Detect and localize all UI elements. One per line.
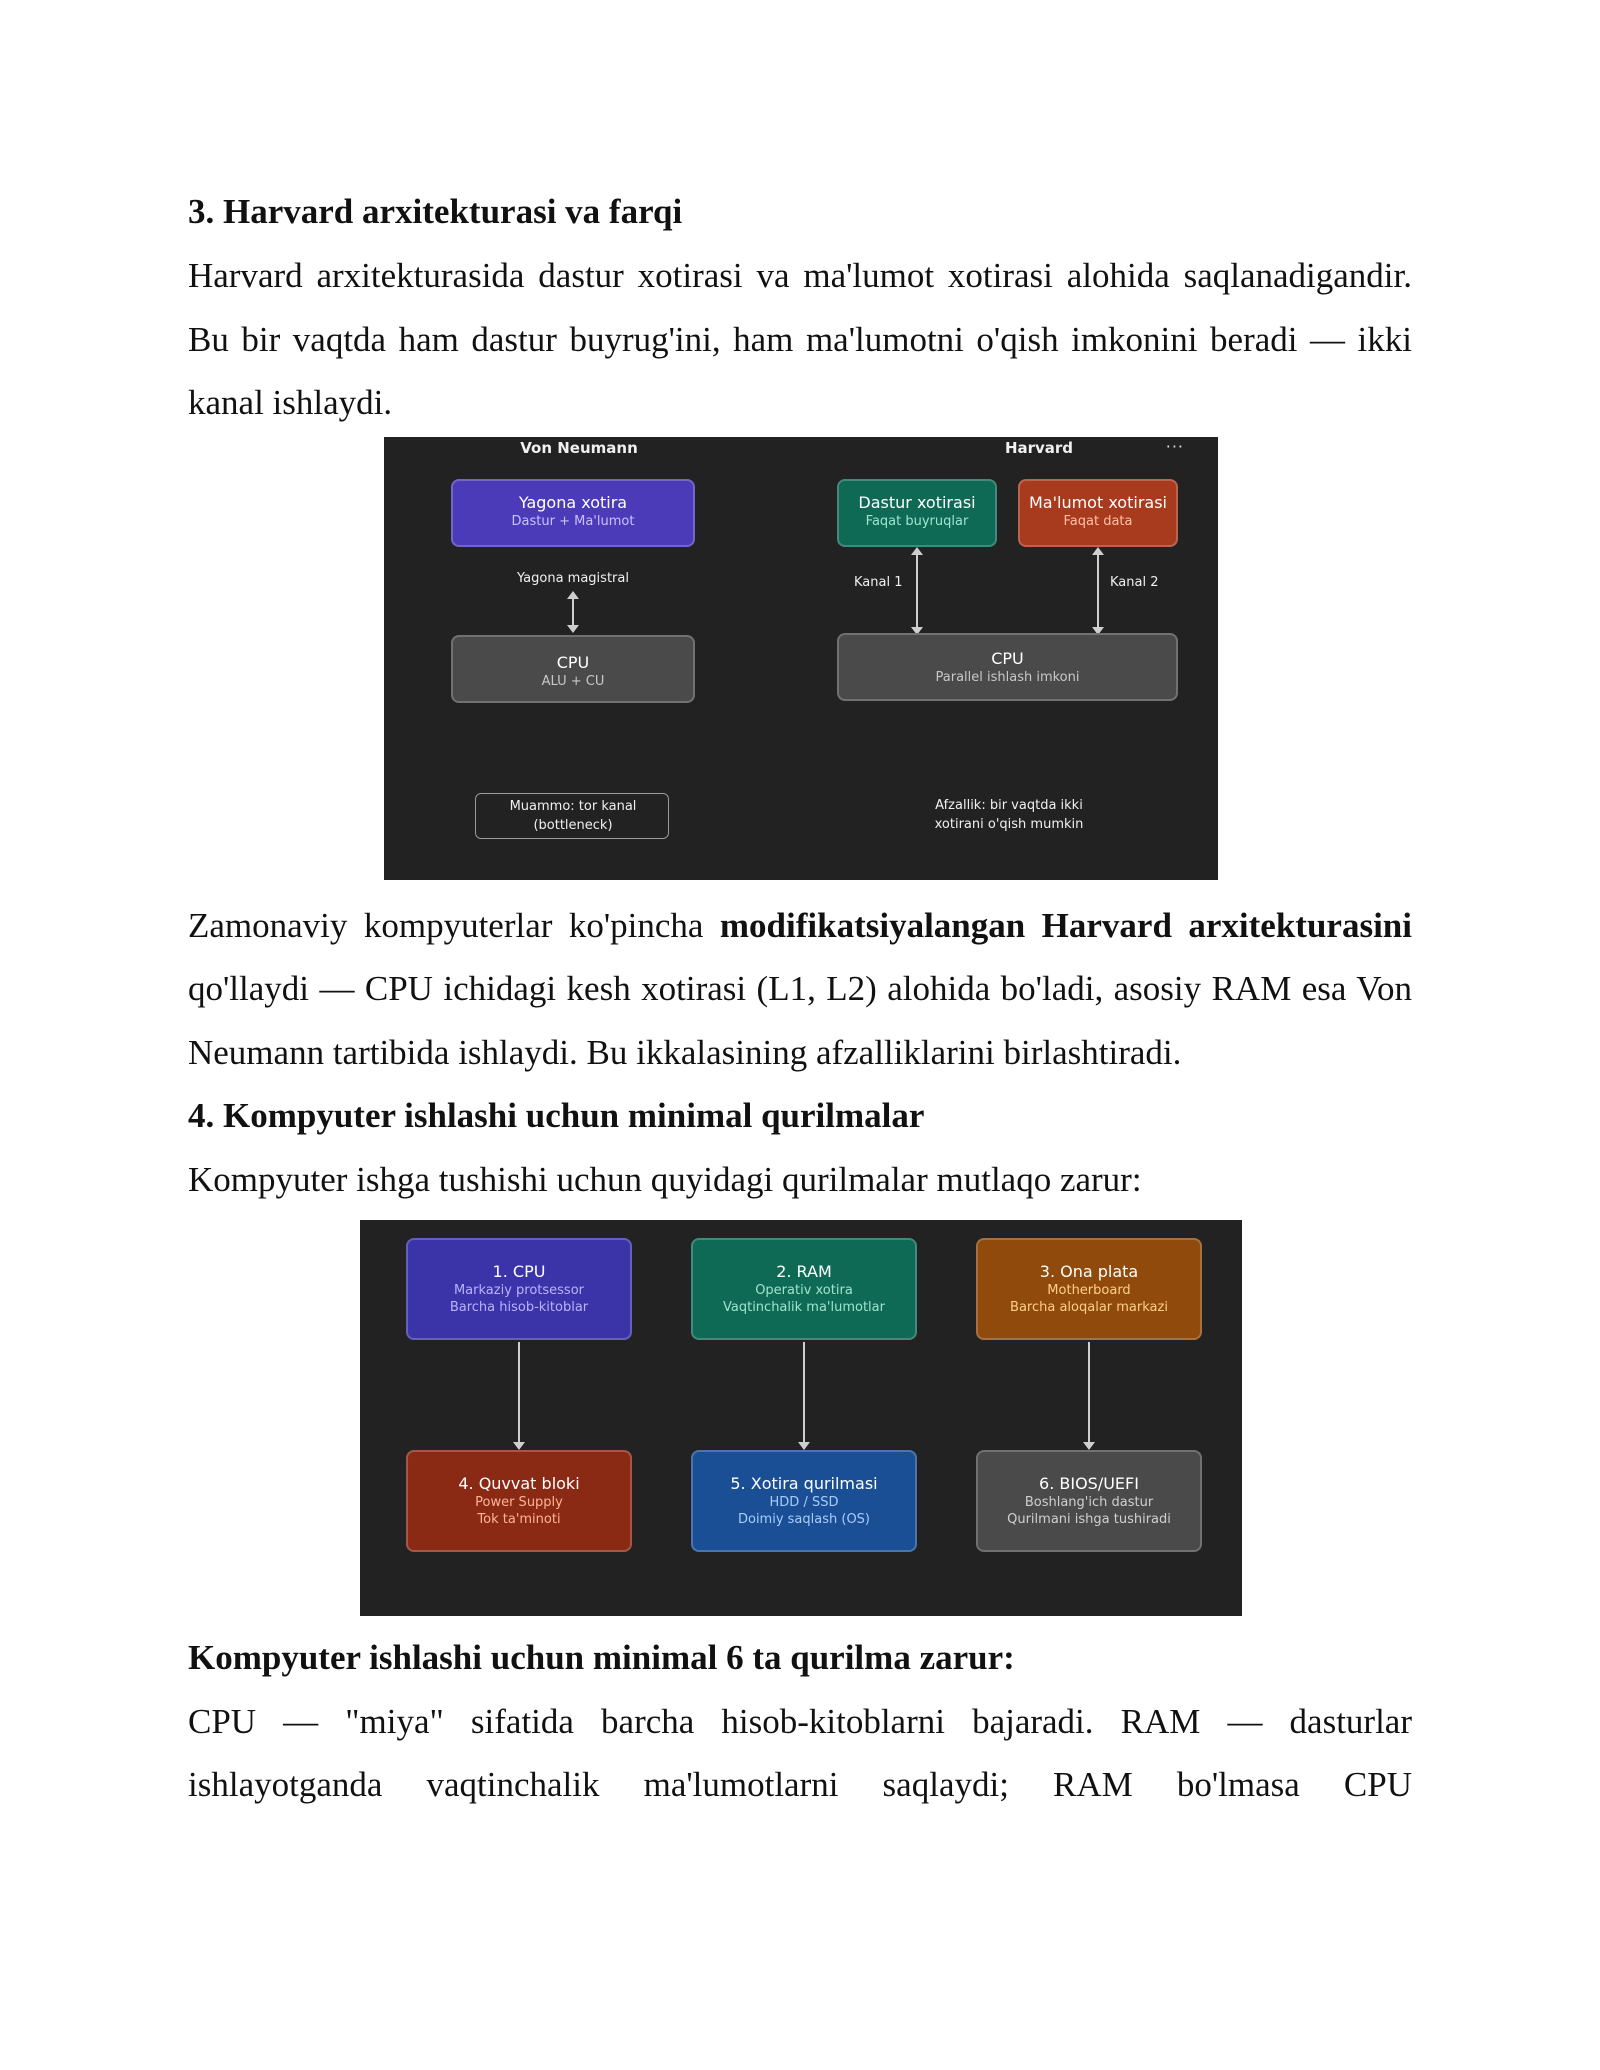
device-title-bios: 6. BIOS/UEFI bbox=[1039, 1473, 1139, 1493]
device-line1-storage: HDD / SSD bbox=[769, 1494, 839, 1510]
more-options-icon[interactable]: ··· bbox=[1165, 436, 1184, 456]
device-title-storage: 5. Xotira qurilmasi bbox=[730, 1473, 878, 1493]
program-memory-title: Dastur xotirasi bbox=[858, 492, 976, 512]
advantage-note-line1: Afzallik: bir vaqtda ikki bbox=[935, 797, 1083, 813]
unified-bus-label: Yagona magistral bbox=[517, 570, 629, 586]
data-memory-box bbox=[1018, 479, 1178, 547]
unified-memory-box bbox=[451, 479, 695, 547]
device-title-motherboard: 3. Ona plata bbox=[1039, 1261, 1139, 1281]
device-line2-ram: Vaqtinchalik ma'lumotlar bbox=[723, 1299, 885, 1315]
device-box-ram bbox=[691, 1238, 917, 1340]
modified-paragraph-bold: modifikatsiyalangan Harvard arxitekturasini bbox=[719, 905, 1412, 945]
device-box-motherboard bbox=[976, 1238, 1202, 1340]
architecture-comparison-diagram bbox=[384, 437, 1218, 880]
device-line2-power-supply: Tok ta'minoti bbox=[477, 1511, 561, 1527]
section-4-heading: 4. Kompyuter ishlashi uchun minimal qurilmalar bbox=[188, 1096, 925, 1135]
vn-cpu-box bbox=[451, 635, 695, 703]
section-3-paragraph: Harvard arxitekturasida dastur xotirasi va ma'lumot xotirasi alohida saqlanadigandir. Bu bir vaqtda ham dastur buyrug'ini, ham ma'lumotni o'qish imkonini beradi — ikki kanal ishlaydi. bbox=[188, 256, 1412, 422]
device-title-ram: 2. RAM bbox=[776, 1261, 832, 1281]
device-box-storage bbox=[691, 1450, 917, 1552]
channel-2-arrow bbox=[1097, 549, 1099, 633]
unified-memory-title: Yagona xotira bbox=[518, 492, 628, 512]
modified-paragraph-text-2: qo'llaydi — CPU ichidagi kesh xotirasi (L1, L2) alohida bo'ladi, asosiy RAM esa Von Neumann tartibida ishlaydi. Bu ikkalasining afzalliklarini birlashtiradi. bbox=[188, 969, 1412, 1072]
modified-paragraph-text-1: Zamonaviy kompyuterlar ko'pincha bbox=[188, 905, 720, 945]
device-line1-ram: Operativ xotira bbox=[755, 1282, 853, 1298]
modified-harvard-paragraph bbox=[188, 894, 1412, 1085]
bottleneck-note bbox=[475, 793, 669, 839]
program-memory-subtitle: Faqat buyruqlar bbox=[865, 513, 969, 529]
device-title-power-supply: 4. Quvvat bloki bbox=[458, 1473, 580, 1493]
device-line1-power-supply: Power Supply bbox=[475, 1494, 563, 1510]
advantage-note-line2: xotirani o'qish mumkin bbox=[934, 816, 1084, 832]
ram-to-storage-arrow bbox=[803, 1342, 805, 1448]
motherboard-to-bios-arrow bbox=[1088, 1342, 1090, 1448]
device-box-bios bbox=[976, 1450, 1202, 1552]
vn-cpu-title: CPU bbox=[556, 652, 590, 672]
device-line2-storage: Doimiy saqlash (OS) bbox=[737, 1511, 871, 1527]
device-line1-cpu: Markaziy protsessor bbox=[453, 1282, 585, 1298]
data-memory-title: Ma'lumot xotirasi bbox=[1029, 492, 1167, 512]
device-box-power-supply bbox=[406, 1450, 632, 1552]
channel-1-label: Kanal 1 bbox=[854, 574, 903, 590]
harvard-cpu-box bbox=[837, 633, 1178, 701]
harvard-cpu-subtitle: Parallel ishlash imkoni bbox=[935, 669, 1080, 685]
device-line2-bios: Qurilmani ishga tushiradi bbox=[1007, 1511, 1171, 1527]
harvard-title: Harvard bbox=[1004, 438, 1074, 457]
channel-1-arrow bbox=[916, 549, 918, 633]
device-box-cpu bbox=[406, 1238, 632, 1340]
section-3-heading: 3. Harvard arxitekturasi va farqi bbox=[188, 192, 683, 231]
program-memory-box bbox=[837, 479, 997, 547]
device-line2-motherboard: Barcha aloqalar markazi bbox=[1010, 1299, 1168, 1315]
unified-memory-subtitle: Dastur + Ma'lumot bbox=[511, 513, 635, 529]
bottleneck-note-line2: (bottleneck) bbox=[533, 817, 613, 833]
channel-2-label: Kanal 2 bbox=[1110, 574, 1159, 590]
minimal-devices-diagram bbox=[360, 1220, 1242, 1616]
unified-bus-arrow bbox=[572, 593, 574, 631]
device-line1-bios: Boshlang'ich dastur bbox=[1024, 1494, 1154, 1510]
document-page bbox=[188, 180, 1412, 1817]
device-title-cpu: 1. CPU bbox=[492, 1261, 546, 1281]
harvard-cpu-title: CPU bbox=[991, 648, 1024, 668]
data-memory-subtitle: Faqat data bbox=[1063, 513, 1133, 529]
summary-heading: Kompyuter ishlashi uchun minimal 6 ta qurilma zarur: bbox=[188, 1637, 1015, 1677]
bottleneck-note-line1: Muammo: tor kanal bbox=[509, 798, 637, 814]
cpu-to-psu-arrow bbox=[518, 1342, 520, 1448]
device-line2-cpu: Barcha hisob-kitoblar bbox=[449, 1299, 589, 1315]
section-4-intro: Kompyuter ishga tushishi uchun quyidagi qurilmalar mutlaqo zarur: bbox=[188, 1160, 1142, 1199]
vn-cpu-subtitle: ALU + CU bbox=[541, 673, 605, 689]
von-neumann-title: Von Neumann bbox=[520, 438, 638, 457]
summary-paragraph: CPU — "miya" sifatida barcha hisob-kitoblarni bajaradi. RAM — dasturlar ishlayotganda vaqtinchalik ma'lumotlarni saqlaydi; RAM bo'lmasa CPU bbox=[188, 1701, 1412, 1804]
device-line1-motherboard: Motherboard bbox=[1047, 1282, 1131, 1298]
